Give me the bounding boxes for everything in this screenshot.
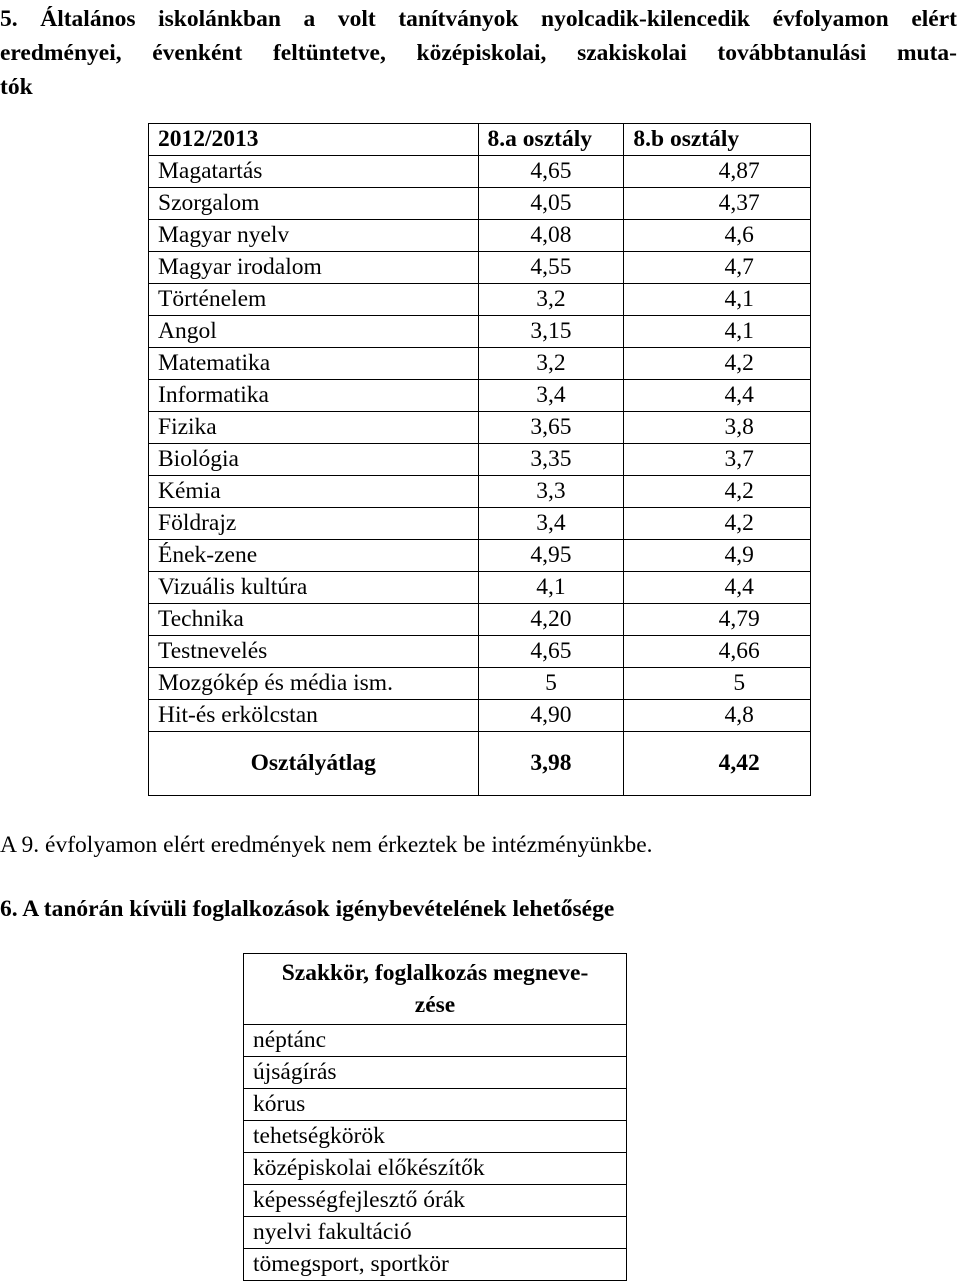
class-8a-cell: 4,55 [478, 252, 624, 284]
class-8a-cell: 4,65 [478, 156, 624, 188]
class-8b-cell: 3,7 [624, 444, 811, 476]
class-8b-cell: 4,4 [624, 380, 811, 412]
list-item [244, 1121, 627, 1153]
table-row [149, 444, 811, 476]
section-6-heading: 6. A tanórán kívüli foglalkozások igénybevételének lehetősége [0, 896, 615, 922]
table-row [149, 476, 811, 508]
list-item [244, 1153, 627, 1185]
header-school-year: 2012/2013 [149, 124, 479, 156]
class-8b-cell: 4,1 [624, 316, 811, 348]
class-8b-cell: 4,87 [624, 156, 811, 188]
results-table-body [149, 124, 811, 796]
class-8b-cell: 4,66 [624, 636, 811, 668]
class-8a-cell: 4,05 [478, 188, 624, 220]
subject-cell: Történelem [149, 284, 479, 316]
list-item [244, 1057, 627, 1089]
subject-cell: Informatika [149, 380, 479, 412]
class-8a-cell: 4,90 [478, 700, 624, 732]
club-name-cell: kórus [244, 1089, 627, 1121]
class-8a-cell: 3,4 [478, 508, 624, 540]
subject-cell: Földrajz [149, 508, 479, 540]
subject-cell: Technika [149, 604, 479, 636]
grade-9-note: A 9. évfolyamon elért eredmények nem érkeztek be intézményünkbe. [0, 832, 653, 858]
club-name-cell: tömegsport, sportkör [244, 1249, 627, 1281]
class-8a-cell: 4,08 [478, 220, 624, 252]
class-8b-cell: 4,4 [624, 572, 811, 604]
subject-cell: Magyar irodalom [149, 252, 479, 284]
table-row [149, 668, 811, 700]
list-item [244, 1089, 627, 1121]
club-name-cell: középiskolai előkészítők [244, 1153, 627, 1185]
class-8b-cell: 4,8 [624, 700, 811, 732]
class-8a-cell: 4,65 [478, 636, 624, 668]
subject-cell: Testnevelés [149, 636, 479, 668]
class-8a-cell: 3,65 [478, 412, 624, 444]
class-8a-cell: 3,15 [478, 316, 624, 348]
subject-cell: Mozgókép és média ism. [149, 668, 479, 700]
subject-cell: Matematika [149, 348, 479, 380]
class-8b-cell: 4,79 [624, 604, 811, 636]
list-item [244, 1249, 627, 1281]
class-8a-cell: 3,2 [478, 348, 624, 380]
clubs-header-cell [244, 954, 627, 1025]
table-row [149, 540, 811, 572]
class-8a-cell: 3,3 [478, 476, 624, 508]
class-8a-cell: 3,4 [478, 380, 624, 412]
table-row [149, 188, 811, 220]
class-8b-cell: 3,8 [624, 412, 811, 444]
club-name-cell: képességfejlesztő órák [244, 1185, 627, 1217]
average-label: Osztályátlag [149, 732, 479, 796]
club-name-cell: néptánc [244, 1025, 627, 1057]
list-item [244, 1185, 627, 1217]
average-8a: 3,98 [478, 732, 624, 796]
clubs-table [243, 953, 627, 1281]
subject-cell: Angol [149, 316, 479, 348]
table-row [149, 284, 811, 316]
section-5-heading-line: 5. Általános iskolánkban a volt tanítványok nyolcadik-kilencedik évfolyamon elért [0, 6, 957, 32]
class-8b-cell: 4,7 [624, 252, 811, 284]
header-class-8a: 8.a osztály [478, 124, 624, 156]
table-row [149, 220, 811, 252]
class-8b-cell: 4,9 [624, 540, 811, 572]
class-8a-cell: 4,95 [478, 540, 624, 572]
section-5-heading-line: eredményei, évenként feltüntetve, középiskolai, szakiskolai továbbtanulási muta- [0, 40, 957, 66]
list-item [244, 1025, 627, 1057]
subject-cell: Szorgalom [149, 188, 479, 220]
table-row [149, 156, 811, 188]
table-row [149, 636, 811, 668]
subject-cell: Biológia [149, 444, 479, 476]
table-row [149, 604, 811, 636]
table-row [149, 508, 811, 540]
class-8b-cell: 4,37 [624, 188, 811, 220]
clubs-header-line: zése [414, 992, 456, 1018]
list-item [244, 1217, 627, 1249]
class-8b-cell: 4,2 [624, 508, 811, 540]
class-8b-cell: 4,6 [624, 220, 811, 252]
class-8a-cell: 3,2 [478, 284, 624, 316]
class-8b-cell: 4,2 [624, 476, 811, 508]
class-8b-cell: 4,1 [624, 284, 811, 316]
results-table [148, 123, 811, 796]
table-row [149, 572, 811, 604]
table-row [149, 412, 811, 444]
class-8a-cell: 3,35 [478, 444, 624, 476]
class-8a-cell: 5 [478, 668, 624, 700]
table-row [149, 700, 811, 732]
club-name-cell: tehetségkörök [244, 1121, 627, 1153]
class-8a-cell: 4,1 [478, 572, 624, 604]
class-8b-cell: 4,2 [624, 348, 811, 380]
table-row [149, 380, 811, 412]
table-row [149, 348, 811, 380]
subject-cell: Magatartás [149, 156, 479, 188]
subject-cell: Magyar nyelv [149, 220, 479, 252]
subject-cell: Hit-és erkölcstan [149, 700, 479, 732]
average-8b: 4,42 [624, 732, 811, 796]
table-row [149, 316, 811, 348]
subject-cell: Vizuális kultúra [149, 572, 479, 604]
class-8a-cell: 4,20 [478, 604, 624, 636]
results-header-row [149, 124, 811, 156]
section-5-heading-line: tók [0, 74, 33, 100]
subject-cell: Ének-zene [149, 540, 479, 572]
club-name-cell: nyelvi fakultáció [244, 1217, 627, 1249]
header-class-8b: 8.b osztály [624, 124, 811, 156]
clubs-header-line: Szakkör, foglalkozás megneve- [281, 960, 589, 986]
clubs-table-body [244, 1025, 627, 1281]
club-name-cell: újságírás [244, 1057, 627, 1089]
average-row [149, 732, 811, 796]
subject-cell: Kémia [149, 476, 479, 508]
clubs-header-row [244, 954, 627, 1025]
table-row [149, 252, 811, 284]
subject-cell: Fizika [149, 412, 479, 444]
section-5-heading [0, 2, 957, 104]
class-8b-cell: 5 [624, 668, 811, 700]
